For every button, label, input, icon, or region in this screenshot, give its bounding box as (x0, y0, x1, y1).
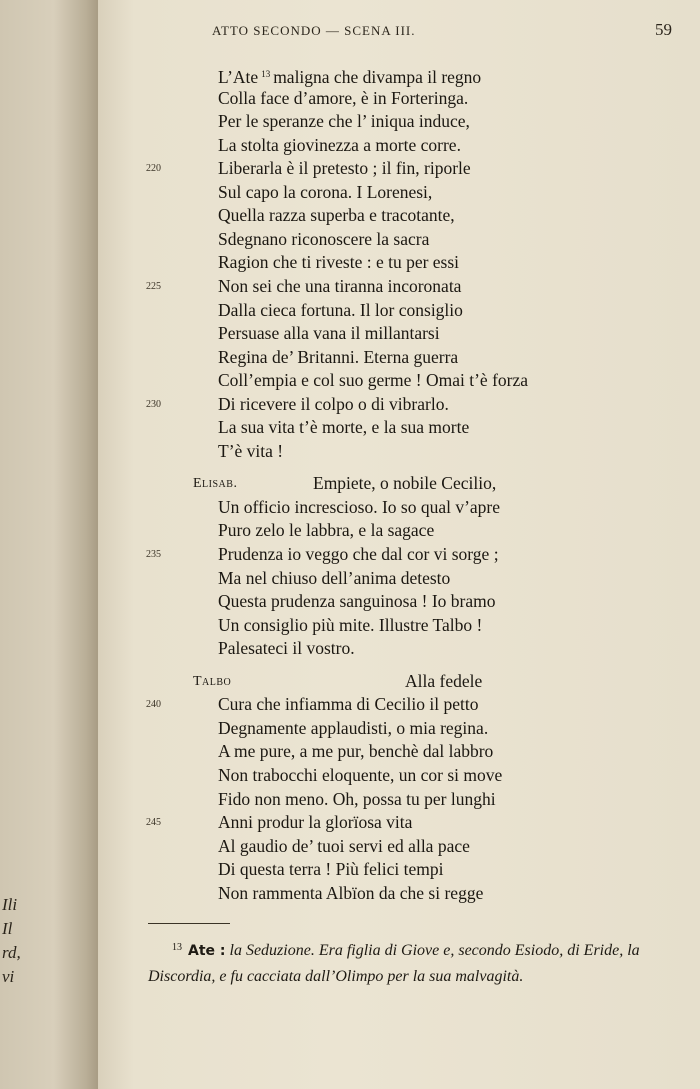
facing-page-gutter (0, 0, 98, 1089)
verse-text: Non trabocchi eloquente, un cor si move (218, 764, 503, 785)
verse-text: Ragion che ti riveste : e tu per essi (218, 252, 460, 273)
verse-line (218, 440, 283, 464)
verse-text: A me pure, a me pur, benchè dal labbro (218, 741, 494, 762)
verse-line (218, 788, 496, 812)
line-number: 220 (146, 163, 161, 175)
verse-text: Dalla cieca fortuna. Il lor consiglio (218, 299, 463, 320)
verse-line (218, 322, 440, 346)
verse-line (218, 882, 483, 906)
verse-line (218, 614, 482, 638)
verse-line (218, 416, 469, 440)
verse-text: Questa prudenza sanguinosa ! Io bramo (218, 591, 496, 612)
verse-text: Degnamente applaudisti, o mia regina. (218, 717, 489, 738)
verse-text: Empiete, o nobile Cecilio, (313, 473, 497, 494)
footnote-reference: 13 (261, 69, 271, 79)
verse-text: La sua vita t’è morte, e la sua morte (218, 417, 470, 438)
verse-text: Di ricevere il colpo o di vibrarlo. (218, 393, 449, 414)
fragment-line: Il (2, 919, 13, 938)
fragment-line: rd, (2, 943, 21, 962)
verse-line (218, 87, 468, 111)
line-number: 235 (146, 549, 161, 560)
footnote-body: la Seduzione. Era figlia di Giove e, secondo Esiodo, di Eride, la Discordia, e fu cacciata dall’Olimpo per la sua malvagità. (148, 942, 640, 985)
verse-line (218, 858, 443, 882)
verse-text: Sdegnano riconoscere la sacra (218, 228, 430, 249)
verse-line (218, 393, 449, 417)
verse-text: Un officio increscioso. Io so qual v’apre (218, 496, 501, 517)
verse-text: Cura che infiamma di Cecilio il petto (218, 694, 479, 715)
verse-text: Palesateci il vostro. (218, 638, 355, 659)
verse-line (218, 717, 488, 741)
verse-text-continued: maligna che divampa il regno (273, 67, 482, 87)
verse-text: La stolta giovinezza a morte corre. (218, 134, 461, 155)
verse-text: Sul capo la corona. I Lorenesi, (218, 181, 433, 202)
verse-line (218, 110, 470, 134)
verse-text: Non rammenta Albïon da che si regge (218, 882, 484, 903)
verse-text: Persuase alla vana il millantarsi (218, 323, 440, 344)
running-head: ATTO SECONDO — SCENA III. (212, 23, 416, 38)
verse-line (218, 496, 500, 520)
fragment-line: Ili (2, 895, 18, 914)
verse-line (218, 275, 461, 299)
verse-text: Colla face d’amore, è in Forteringa. (218, 87, 469, 108)
verse-line (218, 346, 458, 370)
verse-text: L’Ate (218, 67, 259, 87)
line-number: 225 (146, 280, 161, 292)
verse-line (218, 637, 355, 661)
verse-line (218, 299, 463, 323)
verse-line (218, 543, 499, 567)
verse-line (218, 63, 481, 90)
verse-line (218, 134, 461, 158)
verse-text: Non sei che una tiranna incoronata (218, 275, 462, 296)
verse-text: Coll’empia e col suo germe ! Omai t’è forza (218, 370, 529, 391)
line-number: 245 (146, 817, 161, 829)
verse-line (218, 204, 455, 228)
verse-line (218, 740, 493, 764)
page-number: 59 (655, 20, 672, 39)
facing-page-fragments (2, 893, 21, 989)
verse-text: Ma nel chiuso dell’anima detesto (218, 567, 451, 588)
verse-line (218, 369, 528, 393)
verse-text: Regina de’ Britanni. Eterna guerra (218, 346, 459, 367)
verse-text: Puro zelo le labbra, e la sagace (218, 520, 435, 541)
speaker-label: Elisab. (193, 476, 238, 492)
verse-text: Fido non meno. Oh, possa tu per lunghi (218, 788, 496, 809)
verse-text: Per le speranze che l’ iniqua induce, (218, 111, 470, 132)
verse-text: Un consiglio più mite. Illustre Talbo ! (218, 614, 483, 635)
verse-line (218, 764, 502, 788)
speaker-label: Talbo (193, 673, 232, 689)
verse-text: Anni produr la glorïosa vita (218, 812, 413, 833)
line-number: 240 (146, 699, 161, 711)
verse-line (218, 228, 429, 252)
fragment-line: vi (2, 967, 15, 986)
verse-line (218, 567, 450, 591)
verse-line (218, 835, 470, 859)
footnote-mark: 13 (172, 942, 182, 953)
verse-line (405, 670, 482, 694)
verse-line (218, 811, 412, 835)
verse-text: T’è vita ! (218, 440, 284, 461)
verse-line (218, 157, 471, 181)
verse-text: Al gaudio de’ tuoi servi ed alla pace (218, 835, 470, 856)
verse-line (218, 519, 434, 543)
verse-text: Alla fedele (405, 670, 483, 691)
footnote (148, 935, 700, 990)
verse-text: Di questa terra ! Più felici tempi (218, 859, 444, 880)
verse-line (218, 590, 495, 614)
footnote-rule (148, 923, 230, 924)
verse-line (218, 693, 478, 717)
verse-text: Quella razza superba e tracotante, (218, 205, 455, 226)
verse-text: Prudenza io veggo che dal cor vi sorge ; (218, 544, 499, 564)
footnote-term: Ate : (188, 943, 226, 959)
line-number: 230 (146, 398, 161, 410)
verse-text: Liberarla è il pretesto ; il fin, riporle (218, 158, 471, 179)
verse-line (218, 181, 432, 205)
verse-line (313, 472, 496, 496)
verse-line (218, 251, 459, 275)
